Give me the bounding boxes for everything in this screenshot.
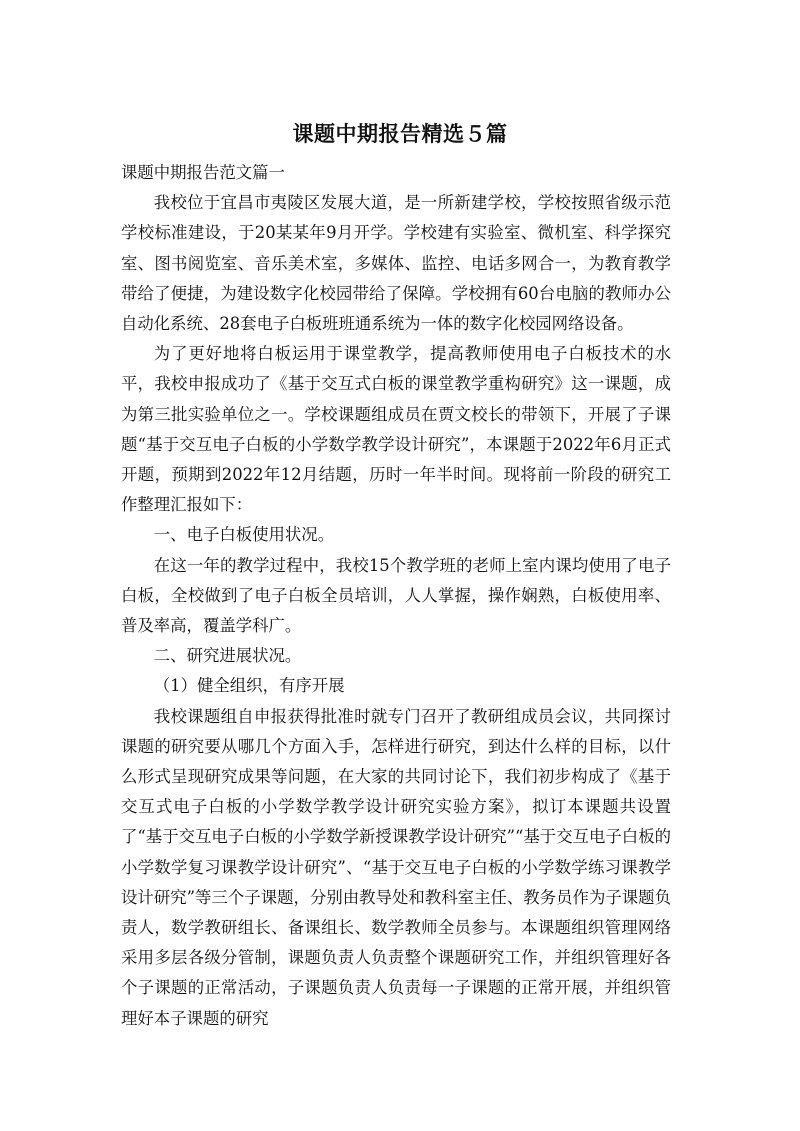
document-body: [121, 158, 671, 1034]
paragraph-organization: 我校课题组自申报获得批准时就专门召开了教研组成员会议，共同探讨课题的研究要从哪几个方面入手，怎样进行研究，到达什么样的目标，以什么形式呈现研究成果等问题，在大家的共同讨论下，我们初步构成了《基于交互式电子白板的小学数学教学设计研究实验方案》，拟订本课题共设置了“基于交互电子白板的小学数学新授课教学设计研究”“基于交互电子白板的小学数学复习课教学设计研究”、“基于交互电子白板的小学数学练习课教学设计研究”等三个子课题，分别由教导处和教科室主任、教务员作为子课题负责人，数学教研组长、备课组长、数学教师全员参与。本课题组织管理网络采用多层各级分管制，课题负责人负责整个课题研究工作，并组织管理好各个子课题的正常活动，子课题负责人负责每一子课题的正常开展，并组织管理好本子课题的研究: [121, 706, 671, 1028]
paragraph-project-intro: 为了更好地将白板运用于课堂教学，提高教师使用电子白板技术的水平，我校申报成功了《基于交互式白板的课堂教学重构研究》这一课题，成为第三批实验单位之一。学校课题组成员在贾文校长的带领下，开展了子课题“基于交互电子白板的小学数学教学设计研究”，本课题于2022年6月正式开题，预期到2022年12月结题，历时一年半时间。现将前一阶段的研究工作整理汇报如下：: [121, 344, 671, 515]
paragraph-whiteboard-usage: 在这一年的教学过程中，我校15个教学班的老师上室内课均使用了电子白板，全校做到了电子白板全员培训，人人掌握，操作娴熟，白板使用率、普及率高，覆盖学科广。: [121, 555, 671, 636]
section-subtitle: 课题中期报告范文篇一: [121, 163, 285, 182]
heading-research-progress: 二、研究进展状况。: [153, 646, 302, 666]
document-title: 课题中期报告精选５篇: [292, 122, 508, 146]
paragraph-school-intro: 我校位于宜昌市夷陵区发展大道，是一所新建学校，学校按照省级示范学校标准建设，于20某某年9月开学。学校建有实验室、微机室、科学探究室、图书阅览室、音乐美术室，多媒体、监控、电话多网合一，为教育教学带给了便捷，为建设数字化校园带给了保障。学校拥有60台电脑的教师办公自动化系统、28套电子白板班班通系统为一体的数字化校园网络设备。: [121, 193, 671, 334]
heading-whiteboard-usage: 一、电子白板使用状况。: [153, 525, 335, 545]
subheading-organization: （1）健全组织，有序开展: [153, 676, 345, 696]
